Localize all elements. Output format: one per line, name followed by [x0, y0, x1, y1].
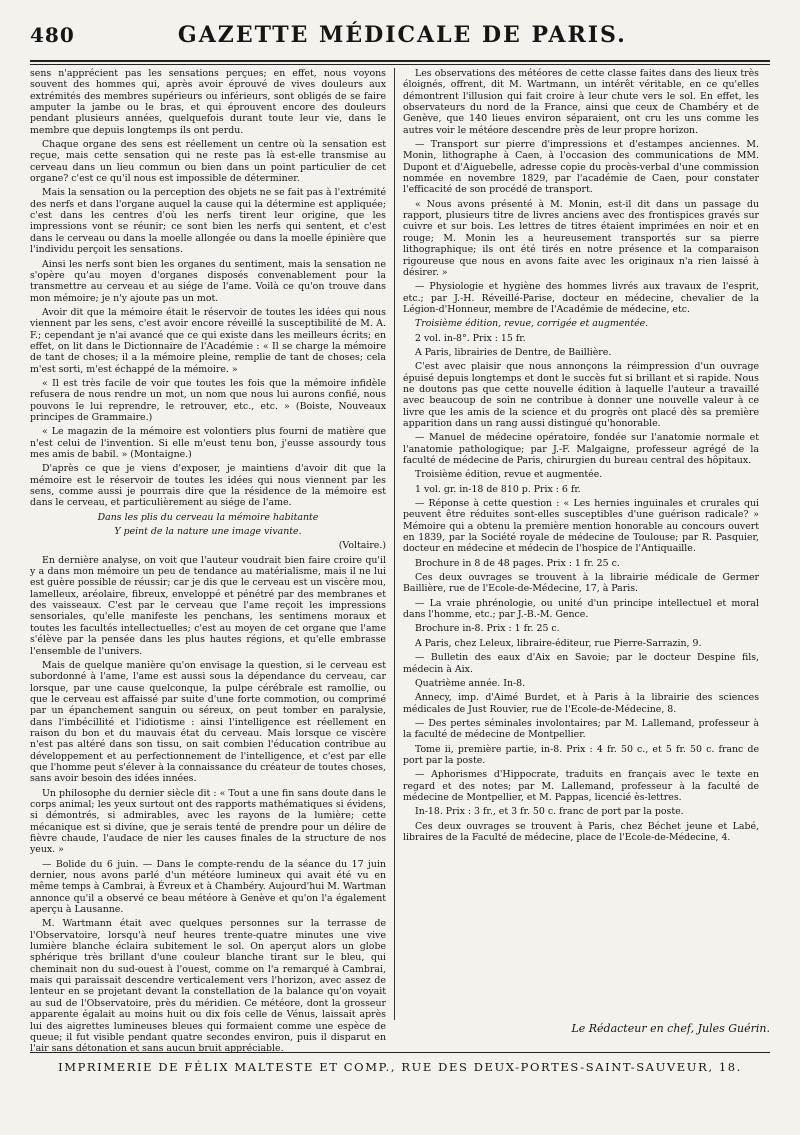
publisher-line: Ces deux ouvrages se trouvent à la librairie médicale de Germer Baillière, rue de l'Ecole-de-Médecine, 17, à Paris.	[403, 572, 759, 595]
paragraph: M. Wartmann était avec quelques personnes sur la terrasse de l'Observatoire, lorsqu'à neuf heures trente-quatre minutes une vive lumière blanche éclaira subitement le sol. On aperçut alors un globe sphérique très brillant d'une couleur blanche tirant sur le bleu, qui cheminait non du sud-ouest à l'ouest, comme on l'a remarqué à Cambrai, mais qui paraissait descendre verticalement vers l'horizon, avec assez de lenteur en se projetant devant la constellation de la balance qu'on voyait au sud de l'Observatoire, près du méridien. Ce météore, dont la grosseur apparente égalait au moins huit ou dix fois celle de Vénus, laissait après lui des aigrettes lumineuses bleues qui formaient comme une espèce de queue; il fut visible pendant quatre secondes environ, puis il disparut en l'air sans détonation et sans aucun bruit appréciable.	[30, 918, 386, 1055]
price-line: Brochure in-8. Prix : 1 fr. 25 c.	[415, 623, 560, 635]
price-line: Tome ii, première partie, in-8. Prix : 4 fr. 50 c., et 5 fr. 50 c. franc de port par la poste.	[403, 743, 759, 766]
publisher-line: Ces deux ouvrages se trouvent à Paris, chez Béchet jeune et Labé, libraires de la Faculté de médecine, place de l'Ecole-de-Médecine, 4.	[403, 820, 759, 843]
notice-physiologie: — Physiologie et hygiène des hommes livrés aux travaux de l'esprit, etc.; par J.-H. Réveillé-Parise, docteur en médecine, chevalier de la Légion-d'Honneur, membre de l'Académie de médecine, etc.	[403, 281, 759, 315]
editor-signature: Le Rédacteur en chef, Jules Guérin.	[571, 1022, 770, 1035]
publisher-line: A Paris, chez Leleux, libraire-éditeur, rue Pierre-Sarrazin, 9.	[415, 637, 702, 649]
paragraph: « Le magazin de la mémoire est volontiers plus fourni de matière que n'est celui de l'invention. Si elle m'eust tenu bon, j'eusse assourdy tous mes amis de babil. » (Montaigne.)	[30, 426, 386, 460]
price-line: Brochure in 8 de 48 pages. Prix : 1 fr. 25 c.	[415, 557, 620, 569]
verse-line: Dans les plis du cerveau la mémoire habitante	[97, 511, 319, 523]
publisher-line: A Paris, librairies de Dentre, de Baillière.	[415, 346, 612, 358]
verse-line: Y peint de la nature une image vivante.	[114, 526, 302, 538]
paragraph: Un philosophe du dernier siècle dit : « Tout a une fin sans doute dans le corps animal; les yeux surtout ont des rapports mathématiques si évidens, si démontrés, si admirables, avec les rayons de la lumière; cette mécanique est si divine, que je serais tenté de prendre pour un délire de fièvre chaude, l'audace de nier les causes finales de la structure de nos yeux. »	[30, 787, 386, 856]
paragraph: Avoir dit que la mémoire était le réservoir de toutes les idées qui nous viennent par les sens, c'est avoir encore réveillé la susceptibilité de M. A. F.; cependant je n'ai avancé que ce qui existe dans les meilleurs écrits; en effet, on lit dans le Dictionnaire de l'Académie : « Il se charge la mémoire de tant de choses; il a la mémoire pleine, remplie de tant de choses; cela m'est sorti, m'est échappé de la mémoire. »	[30, 306, 386, 375]
paragraph: Les observations des météores de cette classe faites dans des lieux très éloignés, offrent, dit M. Wartmann, un intérêt véritable, en ce qu'elles démontrent l'illusion qui fait croire à leur chute vers le sol. En effet, les observateurs du nord de la France, ainsi que ceux de Chambéry et de Genève, que 140 lieues environ séparaient, ont cru les uns comme les autres voir le météore descendre près de leur propre horizon.	[403, 68, 759, 136]
paragraph: Mais la sensation ou la perception des objets ne se fait pas à l'extrémité des nerfs et dans l'organe auquel la cause qui la détermine est appliquée; c'est dans les centres d'où les nerfs tirent leur origine, que les impressions vont se réunir; ce sont bien les nerfs qui sentent, et c'est dans le cerveau ou dans la moelle allongée ou dans la moelle épinière que l'individu perçoit les sensations.	[30, 187, 386, 256]
paragraph: — Bolide du 6 juin. — Dans le compte-rendu de la séance du 17 juin dernier, nous avons parlé d'un météore lumineux qui avait été vu en même temps à Cambrai, à Évreux et à Chambéry. Aujourd'hui M. Wartman annonce qu'il a observé ce beau météore à Genève et qu'on l'a également aperçu à Lausanne.	[30, 858, 386, 916]
price-line: 1 vol. gr. in-18 de 810 p. Prix : 6 fr.	[415, 483, 581, 495]
notice-aphorismes: — Aphorismes d'Hippocrate, traduits en français avec le texte en regard et des notes; par M. Lallemand, professeur à la faculté de médecine de Montpellier, et M. Pappas, licencié ès-lettres.	[403, 769, 759, 803]
left-column	[30, 68, 394, 1055]
edition-line: Quatrième année. In-8.	[415, 677, 526, 689]
price-line: 2 vol. in-8°. Prix : 15 fr.	[415, 332, 526, 344]
paragraph: Chaque organe des sens est réellement un centre où la sensation est reçue, mais cette sensation qui ne reste pas là est-elle transmise au cerveau dans un lieu commun ou bien dans un point particulier de cet organe? c'est ce qu'il nous est impossible de déterminer.	[30, 139, 386, 185]
page-number: 480	[30, 23, 75, 47]
notice-hernies: — Réponse à cette question : « Les hernies inguinales et crurales qui peuvent être réduites sont-elles susceptibles d'une guérison radicale? » Mémoire qui a obtenu la première mention honorable au concours ouvert en 1839, par la Société royale de médecine de Toulouse; par R. Pasquier, docteur en médecine et médecin de l'hospice de l'Antiquaille.	[403, 498, 759, 555]
right-column	[395, 68, 759, 1020]
edition-line: Troisième édition, revue, corrigée et augmentée.	[415, 318, 649, 330]
paragraph: « Nous avons présenté à M. Monin, est-il dit dans un passage du rapport, plusieurs titre de livres anciens avec des frontispices gravés sur cuivre et sur bois. Les lettres de titres étaient imprimées en noir et en rouge; M. Monin les a heureusement transportés sur sa pierre lithographique; ils ont été tirés en notre présence et la comparaison rigoureuse que nous en avons faite avec les originaux n'a rien laissé à désirer. »	[403, 198, 759, 278]
page-header	[30, 22, 770, 56]
paragraph: D'après ce que je viens d'exposer, je maintiens d'avoir dit que la mémoire est le réservoir de toutes les idées qui nous viennent par les sens, comme aussi je pourrais dire que la résidence de la mémoire est dans le cerveau, et particulièrement au siége de l'ame.	[30, 463, 386, 509]
notice-pertes: — Des pertes séminales involontaires; par M. Lallemand, professeur à la faculté de médecine de Montpellier.	[403, 717, 759, 741]
footer-rule	[30, 1052, 770, 1053]
masthead-title: GAZETTE MÉDICALE DE PARIS.	[177, 22, 627, 48]
paragraph: Ainsi les nerfs sont bien les organes du sentiment, mais la sensation ne s'opère qu'au moyen d'organes disposés convenablement pour la transmettre au cerveau et au siége de l'ame. Voilà ce qu'on trouve dans mon mémoire; je n'y ajoute pas un mot.	[30, 258, 386, 304]
notice-bulletin: — Bulletin des eaux d'Aix en Savoie; par le docteur Despine fils, médecin à Aix.	[403, 652, 759, 675]
paragraph: C'est avec plaisir que nous annonçons la réimpression d'un ouvrage épuisé depuis longtemps et dont le succès fut si brillant et si rapide. Nous ne doutons pas que cette nouvelle édition à laquelle l'auteur a travaillé avec beaucoup de soin ne contribue à donner une nouvelle valeur à ce livre que les amis de la science et du progrès ont placé dès sa première apparition dans un rang aussi distingué qu'honorable.	[403, 361, 759, 429]
publisher-line: Annecy, imp. d'Aimé Burdet, et à Paris à la librairie des sciences médicales de Just Rouvier, rue de l'Ecole-de-Médecine, 8.	[403, 692, 759, 715]
paragraph: « Il est très facile de voir que toutes les fois que la mémoire infidèle refusera de nous rendre un mot, un nom que nous lui aurons confié, nous pouvons le lui reprendre, le retrouver, etc., etc. » (Boiste, Nouveaux principes de Grammaire.)	[30, 377, 386, 423]
notice-manuel: — Manuel de médecine opératoire, fondée sur l'anatomie normale et l'anatomie pathologique; par J.-F. Malgaigne, professeur agrégé de la faculté de médecine de Paris, chirurgien du bureau central des hôpitaux.	[403, 432, 759, 466]
paragraph: En dernière analyse, on voit que l'auteur voudrait bien faire croire qu'il y a dans mon mémoire un peu de tendance au matérialisme, mais il ne lui est guère possible de réussir; car je dis que le cerveau est un viscère mou, lamelleux, aréolaire, fibreux, enveloppé et pénétré par des membranes et des vaisseaux. C'est par le cerveau que l'ame reçoit les impressions sensoriales, qu'elle manifeste les penchans, les sentimens moraux et toutes les facultés intellectuelles; c'est au moyen de cet organe que l'ame s'élève par la pensée dans les plus hautes régions, et qu'elle embrasse l'ensemble de l'univers.	[30, 554, 386, 657]
edition-line: Troisième édition, revue et augmentée.	[415, 469, 603, 481]
notice-phrenologie: — La vraie phrénologie, ou unité d'un principe intellectuel et moral dans l'homme, etc.; par J.-B.-M. Gence.	[403, 597, 759, 621]
printer-imprint: IMPRIMERIE DE FÉLIX MALTESTE ET COMP., RUE DES DEUX-PORTES-SAINT-SAUVEUR, 18.	[58, 1060, 742, 1074]
price-line: In-18. Prix : 3 fr., et 3 fr. 50 c. franc de port par la poste.	[415, 806, 684, 818]
paragraph: sens n'apprécient pas les sensations perçues; en effet, nous voyons souvent des hommes qui, après avoir éprouvé de vives douleurs aux extrémités des membres supérieurs ou inférieurs, sont obligés de se faire amputer la jambe ou le bras, et qui éprouvent encore des douleurs pendant plusieurs années, quelquefois durant toute leur vie, dans le membre que depuis longtemps ils ont perdu.	[30, 68, 386, 136]
notice-transport: — Transport sur pierre d'impressions et d'estampes anciennes. M. Monin, lithographe à Caen, à l'occasion des communications de MM. Dupont et d'Aiguebelle, adresse copie du procès-verbal d'une commission nommée en novembre 1829, par l'académie de Caen, pour constater l'efficacité de son procédé de transport.	[403, 139, 759, 196]
verse-credit: (Voltaire.)	[338, 540, 386, 552]
paragraph: Mais de quelque manière qu'on envisage la question, si le cerveau est subordonné à l'ame, l'ame est aussi sous la dépendance du cerveau, car lorsque, par une cause quelconque, la pulpe cérébrale est ramollie, ou que le cerveau est affaissé par suite d'une forte commotion, ou comprimé par un épanchement sanguin ou séreux, on peut tomber en paralysie, dans l'imbécillité et l'idiotisme : ainsi l'intelligence est réellement en raison du bon et du mauvais état du cerveau. Mais lorsque ce viscère n'est pas altéré dans son tissu, on sait combien l'éducation contribue au développement et au perfectionnement de l'intelligence, et c'est par elle que l'homme peut s'élever à la connaissance du créateur de toutes choses, sans avoir besoin des idées innées.	[30, 659, 386, 785]
header-rule	[30, 60, 770, 65]
